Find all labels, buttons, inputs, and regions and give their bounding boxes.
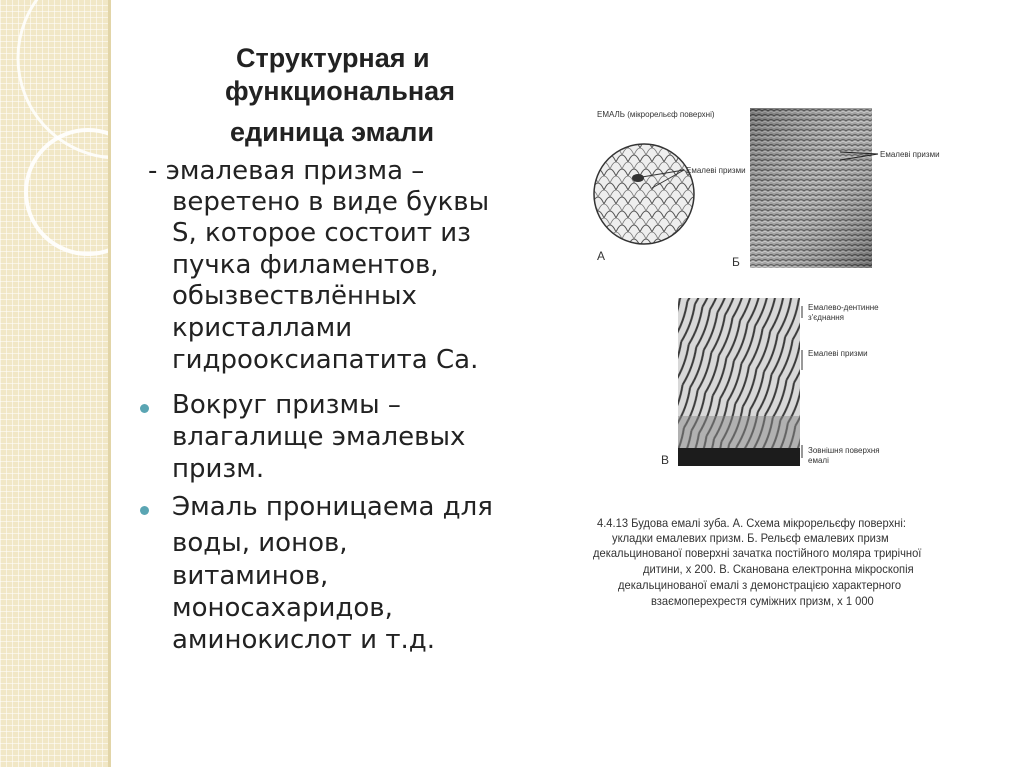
panel-a-letter: А bbox=[597, 249, 606, 263]
bullet-1-line: Вокруг призмы – bbox=[172, 390, 401, 420]
panel-c-callout: з'єднання bbox=[808, 313, 844, 322]
bullet-2-line: моносахаридов, bbox=[172, 593, 393, 623]
intro-line: обызвествлённых bbox=[172, 281, 417, 311]
slide-title-line-1: Структурная и bbox=[236, 43, 430, 73]
bullet-2-line: аминокислот и т.д. bbox=[172, 625, 435, 655]
panel-c-callout: емалі bbox=[808, 456, 829, 465]
intro-line: пучка филаментов, bbox=[172, 250, 439, 280]
decorative-side-band bbox=[0, 0, 111, 767]
intro-line: веретено в виде буквы bbox=[172, 187, 490, 217]
panel-b-letter: Б bbox=[732, 255, 740, 269]
bullet-2-line: Эмаль проницаема для bbox=[172, 492, 493, 522]
figure-caption-line: укладки емалевих призм. Б. Рельєф емалевих призм bbox=[612, 531, 889, 545]
panel-b-micrograph bbox=[750, 108, 872, 268]
bullet-1-line: влагалище эмалевых bbox=[172, 422, 466, 452]
panel-b-arrows bbox=[840, 142, 880, 172]
bullet-2-line: витаминов, bbox=[172, 561, 329, 591]
panel-c-micrograph bbox=[678, 298, 800, 466]
bullet-2-line: воды, ионов, bbox=[172, 528, 348, 558]
bullet-marker bbox=[140, 506, 149, 515]
intro-line: - эмалевая призма – bbox=[148, 156, 425, 186]
panel-c-callout: Зовнішня поверхня bbox=[808, 446, 880, 455]
panel-b-callout: Емалеві призми bbox=[880, 150, 940, 159]
bullet-1-line: призм. bbox=[172, 454, 265, 484]
panel-c-callout: Емалево-дентинне bbox=[808, 303, 879, 312]
figure-caption-line: дитини, х 200. В. Сканована електронна мікроскопія bbox=[643, 562, 914, 576]
intro-line: гидрооксиапатита Са. bbox=[172, 345, 479, 375]
panel-c-callout: Емалеві призми bbox=[808, 349, 868, 358]
panel-a-header: ЕМАЛЬ (мікрорельєф поверхні) bbox=[597, 110, 715, 119]
intro-line: S, которое состоит из bbox=[172, 218, 471, 248]
panel-c-callout-lines bbox=[796, 300, 808, 460]
figure-caption-line: 4.4.13 Будова емалі зуба. А. Схема мікрорельєфу поверхні: bbox=[597, 516, 906, 530]
figure-caption-line: декальцинованої поверхні зачатка постійного моляра трирічної bbox=[593, 546, 922, 560]
panel-a-enamel-scheme bbox=[592, 120, 762, 270]
decorative-circles bbox=[0, 0, 111, 767]
bullet-marker bbox=[140, 404, 149, 413]
panel-c-letter: В bbox=[661, 453, 670, 467]
slide-title-line-3: единица эмали bbox=[230, 117, 435, 147]
intro-line: кристаллами bbox=[172, 313, 353, 343]
slide-title-line-2: функциональная bbox=[225, 76, 455, 106]
figure-caption-line: взаємоперехрестя суміжних призм, х 1 000 bbox=[651, 594, 874, 608]
figure-caption-line: декальцинованої емалі з демонстрацією характерного bbox=[618, 578, 902, 592]
panel-a-callout: Емалеві призми bbox=[686, 166, 746, 175]
